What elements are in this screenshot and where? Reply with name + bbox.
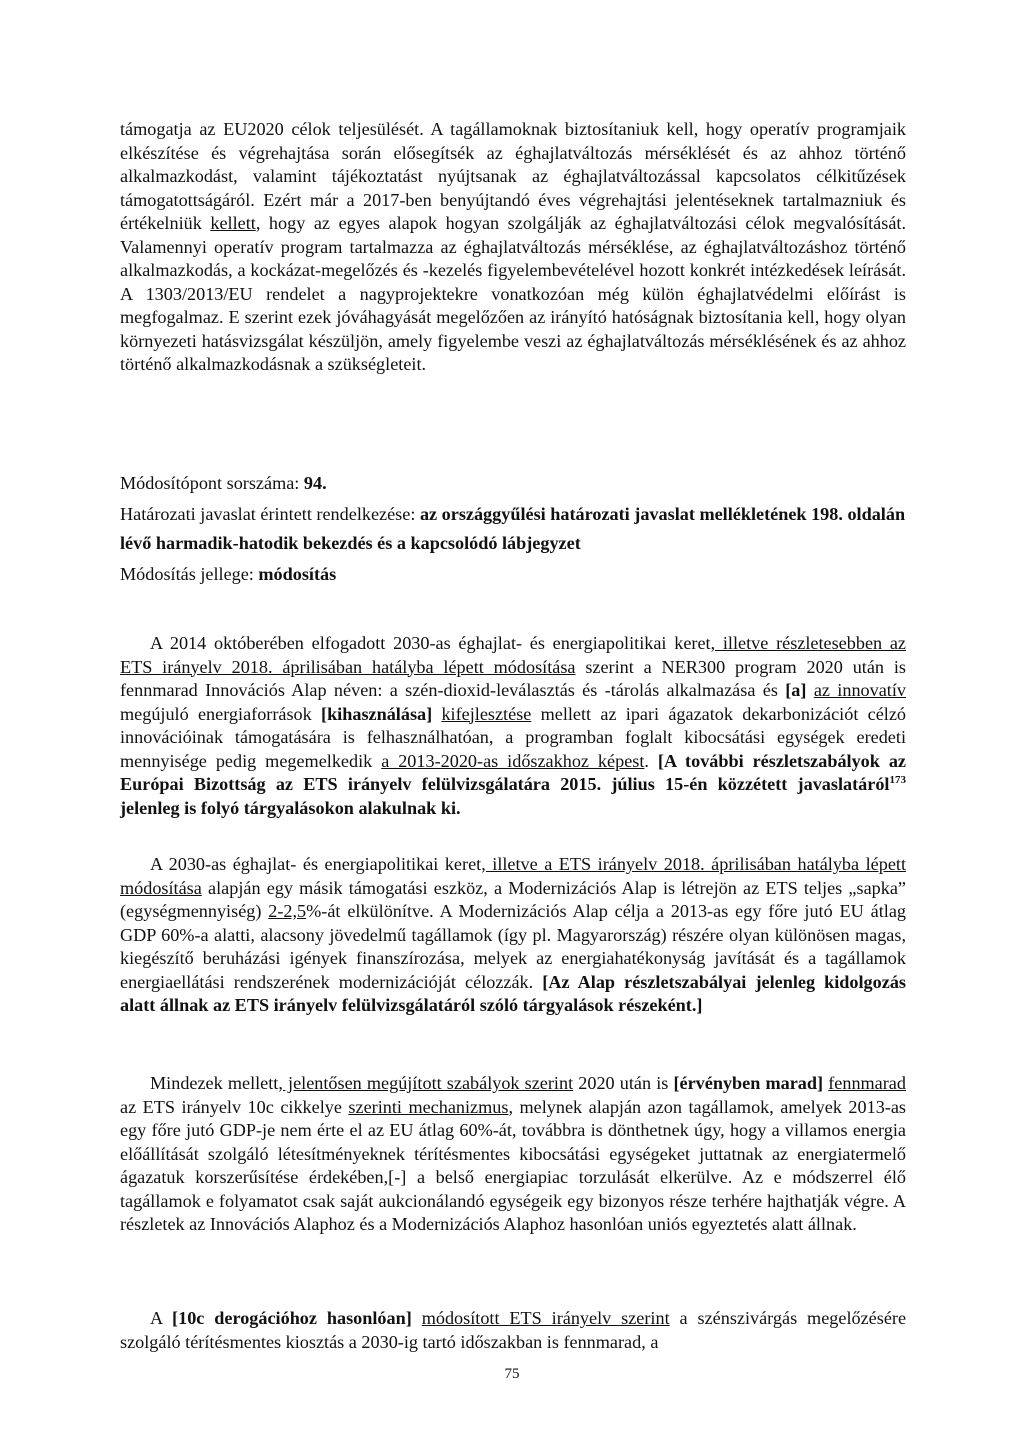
text-run: megújuló energiaforrások [120,703,322,724]
page-number: 75 [504,1366,520,1382]
text-run: , jelentősen megújított szabályok szerint [278,1073,574,1093]
intro-paragraph [120,118,906,377]
text-run: , [383,1167,389,1187]
paragraph-2 [120,853,906,1018]
paragraph-3 [120,1072,906,1237]
text-run: [Az Alap részletszabályai jelenleg kidolgozás alatt állnak az ETS irányelv felülvizsgálatáról szóló tárgyalások részeként.] [120,971,906,1015]
amendment-number-label: Módosítópont sorszáma: [120,473,304,493]
text-run: , hogy az egyes alapok hogyan szolgálják az éghajlatváltozási célok megvalósítását. Valamennyi operatív program tartalmazza az éghajlatváltozás mérséklése, az éghajlatváltozáshoz történő alkalmazkodás, a kockázat-megelőzés és -kezelés figyelembevételével hozott konkrét intézkedések leírását. A 1303/2013/EU rendelet a nagyprojektekre vonatkozóan még külön éghajlatvédelmi előírást is megfogalmaz. E szerint ezek jóváhagyását megelőzően az irányító hatóságnak biztosítania kell, hogy olyan környezeti hatásvizsgálat készüljön, amely figyelembe veszi az éghajlatváltozás mérséklésének és az ahhoz történő alkalmazkodásnak a szükségleteit. [120,213,906,374]
paragraph-1 [120,632,906,820]
text-run: [-] a belső energiapiac torzulását elkerülve. Az e módszerrel élő tagállamok e folyamatot csak saját aukcionálandó egységeik egy bizonyos része terhére hajthatják végre. A részletek az Innovációs Alaphoz és a Modernizációs Alaphoz hasonlóan uniós egyeztetés alatt állnak. [120,1167,906,1234]
text-run: szerinti mechanizmus [348,1096,509,1117]
text-run [806,680,813,700]
footnote-ref: 173 [889,773,906,786]
amendment-type-label: Módosítás jellege: [120,564,259,584]
text-run: [érvényben marad] [673,1073,824,1093]
text-run: [10c derogációhoz hasonlóan] [172,1308,412,1328]
text-run: A 2030-as éghajlat- és energiapolitikai keret [150,854,482,874]
text-run: az innovatív [813,680,906,700]
text-run: fennmarad [828,1073,906,1093]
text-run: szerint a NER300 program 2020 után is fennmarad Innovációs Alap néven: a szén-dioxid-leválasztás és -tárolás alkalmazása és [120,656,906,700]
amendment-provision [120,500,910,558]
text-run: 2020 után is [573,1073,674,1093]
amendment-type-value: módosítás [258,564,337,584]
text-run: , melynek alapján azon tagállamok, amelyek 2013-as egy főre jutó GDP-je nem érte el az EU átlag 60%-át, továbbra is dönthetnek úgy, hogy a villamos energia előállítását szolgáló létesítményeknek térítésmentes kibocsátási egységeket juttatnak az energiatermelő ágazatuk korszerűsítése érdekében [120,1096,906,1187]
text-run [412,1308,422,1328]
text-run: támogatja az EU2020 célok teljesülését. A tagállamoknak biztosítaniuk kell, hogy operatív programjaik elkészítése és végrehajtása során elősegítsék az éghajlatváltozás mérséklését és az ahhoz történő alkalmazkodást, valamint tájékoztatást nyújtsanak az éghajlatváltozással kapcsolatos célkitűzések támogatottságáról. Ezért már a 2017-ben benyújtandó éves végrehajtási jelentéseknek tartalmazniuk és értékelniük [120,119,906,233]
text-run: , illetve a ETS irányelv 2018. áprilisában hatályba lépett módosítása [120,854,907,898]
paragraph-4 [120,1307,906,1354]
text-run: , illetve részletesebben az ETS irányelv 2018. áprilisában hatályba lépett módosítása [120,633,906,677]
amendment-provision-value: az országgyűlési határozati javaslat mellékletének 198. oldalán lévő harmadik-hatodik bekezdés és a kapcsolódó lábjegyzet [120,504,906,553]
text-run: 2-2,5 [268,901,307,921]
text-run: [A további részletszabályok az Európai Bizottság az ETS irányelv felülvizsgálatára 2015. július 15-én közzétett javaslatáról [120,750,907,794]
text-run: kifejlesztése [441,703,532,724]
text-run: mellett az ipari ágazatok dekarbonizációt célzó innovációinak támogatására is felhasználhatóan, a programban foglalt kibocsátási egységek eredeti mennyisége pedig megemelkedik [120,703,907,771]
text-run: Mindezek mellett [150,1073,279,1093]
text-run: a szénszivárgás megelőzésére szolgáló térítésmentes kiosztás a 2030-ig tartó időszakban is fennmarad, a [120,1308,907,1352]
amendment-provision-label: Határozati javaslat érintett rendelkezése: [120,504,420,524]
text-run: alapján egy másik támogatási eszköz, a Modernizációs Alap is létrejön az ETS teljes „sapka” (egységmennyiség) [120,877,906,921]
amendment-number-value: 94. [303,473,327,493]
text-run: A [150,1308,173,1328]
text-run: módosított ETS irányelv szerint [421,1308,670,1328]
text-run: A 2014 októberében elfogadott 2030-as éghajlat- és energiapolitikai keret [150,633,711,653]
text-run: [a] [785,680,807,700]
text-run: az ETS irányelv 10c cikkelye [120,1096,349,1117]
text-run: jelenleg is folyó tárgyalásokon alakulnak ki. [120,797,461,818]
amendment-type [120,563,910,587]
text-run: kellett [210,213,256,233]
text-run: [kihasználása] [321,703,433,724]
text-run: . [644,750,658,771]
text-run: a 2013-2020-as időszakhoz képest [381,750,645,771]
text-run: %-át elkülönítve. A Modernizációs Alap célja a 2013-as egy főre jutó EU átlag GDP 60%-a alatti, alacsony jövedelmű tagállamok (így pl. Magyarország) részére olyan különösen magas, kiegészítő beruházási igények finanszírozása, melyek az energiahatékonyság javítását és a tagállamok energiaellátási rendszerének modernizációját célozzák. [120,901,906,992]
amendment-number [120,472,910,496]
